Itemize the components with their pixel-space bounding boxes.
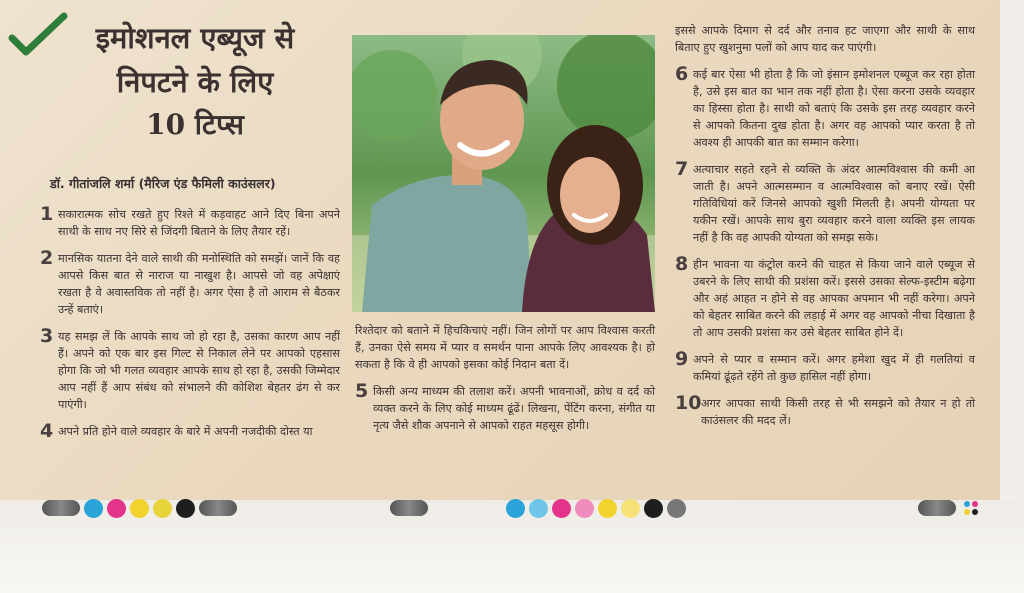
print-registration-left <box>42 497 237 519</box>
tip-text: कई बार ऐसा भी होता है कि जो इंसान इमोशनल एब्यूज कर रहा होता है, उसे इस बात का भान तक नहीं होता है। ऐसा करना उसके व्यवहार का हिस्सा होता है। साथी को बताएं कि उसके इस तरह व्यवहार करने से आपको कितना दुख होता है। अगर वह आपको प्यार करता है तो अवश्य ही आपकी बात का सम्मान करेगा। <box>693 68 975 149</box>
tip-item <box>355 380 655 434</box>
yellow-dot <box>598 499 617 518</box>
paper-edge <box>1000 0 1024 500</box>
gray-dot <box>667 499 686 518</box>
headline-line-2: निपटने के लिए <box>116 65 274 99</box>
cyan-dot <box>964 501 970 507</box>
yellow-dot <box>153 499 172 518</box>
tip-number: 6 <box>675 63 689 85</box>
tip-number: 3 <box>40 325 54 347</box>
cyan-dot <box>506 499 525 518</box>
yellow-dot <box>130 499 149 518</box>
tip-text: यह समझ लें कि आपके साथ जो हो रहा है, उसका कारण आप नहीं हैं। अपने को एक बार इस गिल्ट से निकाल लेने पर आपको एहसास होगा कि जो भी गलत व्यवहार आपके साथ हो रहा है, उसकी जिम्मेदार आप नहीं हैं आप संबंध को संभालने की कोशिश बेहतर ढंग से कर पाएंगी। <box>58 330 340 411</box>
tip-text: अत्याचार सहते रहने से व्यक्ति के अंदर आत्मविश्वास की कमी आ जाती है। अपने आत्मसम्मान व आत्मविश्वास को बनाए रखें। ऐसी गतिविधियां करें जिनसे आपको खुशी मिलती है। अपनी योग्यता पर यकीन रखें। आपके साथ बुरा व्यवहार करने वाला व्यक्ति इस लायक नहीं है कि वह आपकी योग्यता को समझ सके। <box>693 163 975 244</box>
author-byline: डॉ. गीतांजलि शर्मा (मैरिज एंड फैमिली काउंसलर) <box>50 176 276 191</box>
print-registration-right <box>918 497 978 519</box>
tip-text: मानसिक यातना देने वाले साथी की मनोस्थिति को समझें। जानें कि वह आपसे किस बात से नाराज या नाखुश है। आपसे जो वह अपेक्षाएं रखता है वे अवास्तविक तो नहीं है। अगर ऐसा है तो आराम से बैठकर उन्हें बताएं। <box>58 252 340 316</box>
tip-number: 7 <box>675 158 689 180</box>
tip-text: अपने प्रति होने वाले व्यवहार के बारे में अपनी नजदीकी दोस्त या <box>58 425 313 438</box>
couple-photo <box>352 35 655 312</box>
headline-line-1: इमोशनल एब्यूज से <box>95 21 295 55</box>
magenta-dot <box>107 499 126 518</box>
magenta-dot <box>552 499 571 518</box>
headline-line-3: 10 टिप्स <box>146 108 244 141</box>
tip-text: सकारात्मक सोच रखते हुए रिश्ते में कड़वाहट आने दिए बिना अपने साथी के साथ नए सिरे से जिंदगी बिताने के लिए तैयार रहें। <box>58 208 340 238</box>
tip-number: 8 <box>675 253 689 275</box>
black-dot <box>972 509 978 515</box>
continuation-text: इससे आपके दिमाग से दर्द और तनाव हट जाएगा और साथी के साथ बिताए हुए खुशनुमा पलों को आप याद कर पाएंगी। <box>675 24 975 54</box>
tip-item <box>675 158 975 246</box>
registration-bar <box>390 500 428 516</box>
tip-number: 9 <box>675 348 689 370</box>
tip-text: किसी अन्य माध्यम की तलाश करें। अपनी भावनाओं, क्रोध व दर्द को व्यक्त करने के लिए कोई माध्यम ढूंढें। लिखना, पेंटिंग करना, संगीत या नृत्य जैसे शौक अपनाने से आपको राहत महसूस होगी। <box>373 385 655 432</box>
tip-item <box>675 253 975 341</box>
tip-text: हीन भावना या कंट्रोल करने की चाहत से किया जाने वाले एब्यूज से उबरने के लिए साथी की प्रशंसा करें। इससे उसका सेल्फ-इस्टीम बढ़ेगा और अहं आहत न होने से वह आपका अपमान भी नहीं करेगा। अपने को बेहतर साबित करने की लड़ाई में अगर वह आपको नीचा दिखाता है तो आप उसकी प्रशंसा कर उसे बेहतर साबित होने दें। <box>693 258 975 339</box>
article-headline <box>50 16 340 146</box>
tip-number: 2 <box>40 247 54 269</box>
light-yellow-dot <box>621 499 640 518</box>
tip-text: अगर आपका साथी किसी तरह से भी समझने को तैयार न हो तो काउंसलर की मदद लें। <box>701 397 975 427</box>
tip-number: 5 <box>355 380 369 402</box>
continuation-text: रिश्तेदार को बताने में हिचकिचाएं नहीं। जिन लोगों पर आप विश्वास करती हैं, उनका ऐसे समय में प्यार व समर्थन पाना आपके लिए आवश्यक है। हो सकता है कि वे ही आपको इसका कोई निदान बता दें। <box>355 324 655 371</box>
tip-item <box>40 325 340 413</box>
registration-bar <box>918 500 956 516</box>
color-swatch-grid <box>964 501 978 515</box>
photo-illustration <box>352 35 655 312</box>
magenta-dot <box>972 501 978 507</box>
tip-text: अपने से प्यार व सम्मान करें। अगर हमेशा खुद में ही गलतियां व कमियां ढूंढ़ते रहेंगे तो कुछ हासिल नहीं होगा। <box>693 353 975 383</box>
tip-item <box>40 420 340 442</box>
tip-item <box>675 63 975 151</box>
tip-item <box>675 392 975 429</box>
yellow-dot <box>964 509 970 515</box>
column-left <box>40 203 340 450</box>
registration-bar <box>42 500 80 516</box>
column-right <box>675 22 975 439</box>
print-registration-center <box>390 497 686 519</box>
tip-number: 4 <box>40 420 54 442</box>
column-middle <box>355 322 655 444</box>
black-dot <box>176 499 195 518</box>
light-magenta-dot <box>575 499 594 518</box>
cyan-dot <box>84 499 103 518</box>
tip-item <box>40 247 340 318</box>
registration-bar <box>199 500 237 516</box>
tip-item <box>40 203 340 240</box>
tip-item <box>675 348 975 385</box>
tip-number: 10 <box>675 392 702 414</box>
light-cyan-dot <box>529 499 548 518</box>
tip-number: 1 <box>40 203 54 225</box>
black-dot <box>644 499 663 518</box>
